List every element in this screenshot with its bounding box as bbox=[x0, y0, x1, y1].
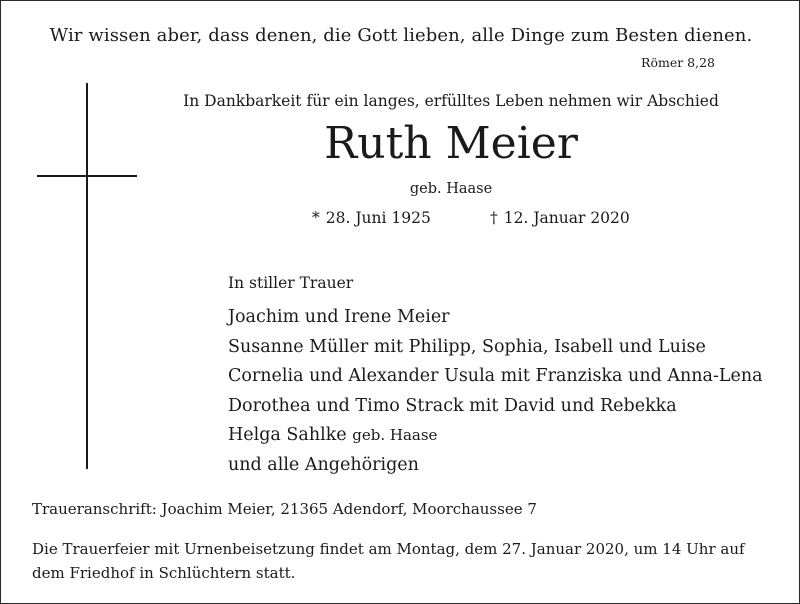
birth-date bbox=[312, 209, 431, 227]
mourner-item bbox=[228, 392, 763, 422]
death-symbol: † bbox=[490, 209, 498, 227]
farewell-intro: In Dankbarkeit für ein langes, erfülltes Leben nehmen wir Abschied bbox=[183, 92, 719, 110]
mourner-note: geb. Haase bbox=[352, 426, 438, 444]
mourner-name: Dorothea und Timo Strack mit David und Rebekka bbox=[228, 395, 677, 416]
mourner-name: Helga Sahlke bbox=[228, 425, 347, 445]
maiden-name: geb. Haase bbox=[409, 181, 493, 197]
mourning-label: In stiller Trauer bbox=[228, 274, 354, 292]
birth-date-text: 28. Juni 1925 bbox=[325, 209, 431, 227]
mourner-name: Susanne Müller mit Philipp, Sophia, Isabell und Luise bbox=[228, 336, 706, 357]
mourner-item bbox=[228, 303, 763, 333]
mourner-item bbox=[228, 421, 763, 451]
cross-horizontal-bar bbox=[37, 175, 137, 177]
mourning-address: Traueranschrift: Joachim Meier, 21365 Adendorf, Moorchaussee 7 bbox=[32, 500, 537, 518]
mourner-item bbox=[228, 362, 763, 392]
bible-verse: Wir wissen aber, dass denen, die Gott lieben, alle Dinge zum Besten dienen. bbox=[49, 25, 753, 46]
birth-symbol: * bbox=[312, 209, 320, 227]
mourner-name: Joachim und Irene Meier bbox=[228, 307, 450, 327]
mourner-name: Cornelia und Alexander Usula mit Franziska und Anna-Lena bbox=[228, 366, 763, 386]
mourner-item bbox=[228, 451, 763, 481]
cross-vertical-bar bbox=[86, 83, 88, 469]
mourner-item bbox=[228, 333, 763, 363]
death-date bbox=[490, 209, 630, 227]
deceased-name: Ruth Meier bbox=[324, 118, 578, 169]
verse-reference: Römer 8,28 bbox=[641, 55, 715, 70]
mourner-list bbox=[228, 303, 763, 480]
death-date-text: 12. Januar 2020 bbox=[503, 209, 630, 227]
mourner-name: und alle Angehörigen bbox=[228, 454, 419, 475]
funeral-service-info: Die Trauerfeier mit Urnenbeisetzung findet am Montag, dem 27. Januar 2020, um 14 Uhr auf dem Friedhof in Schlüchtern statt. bbox=[32, 540, 745, 582]
